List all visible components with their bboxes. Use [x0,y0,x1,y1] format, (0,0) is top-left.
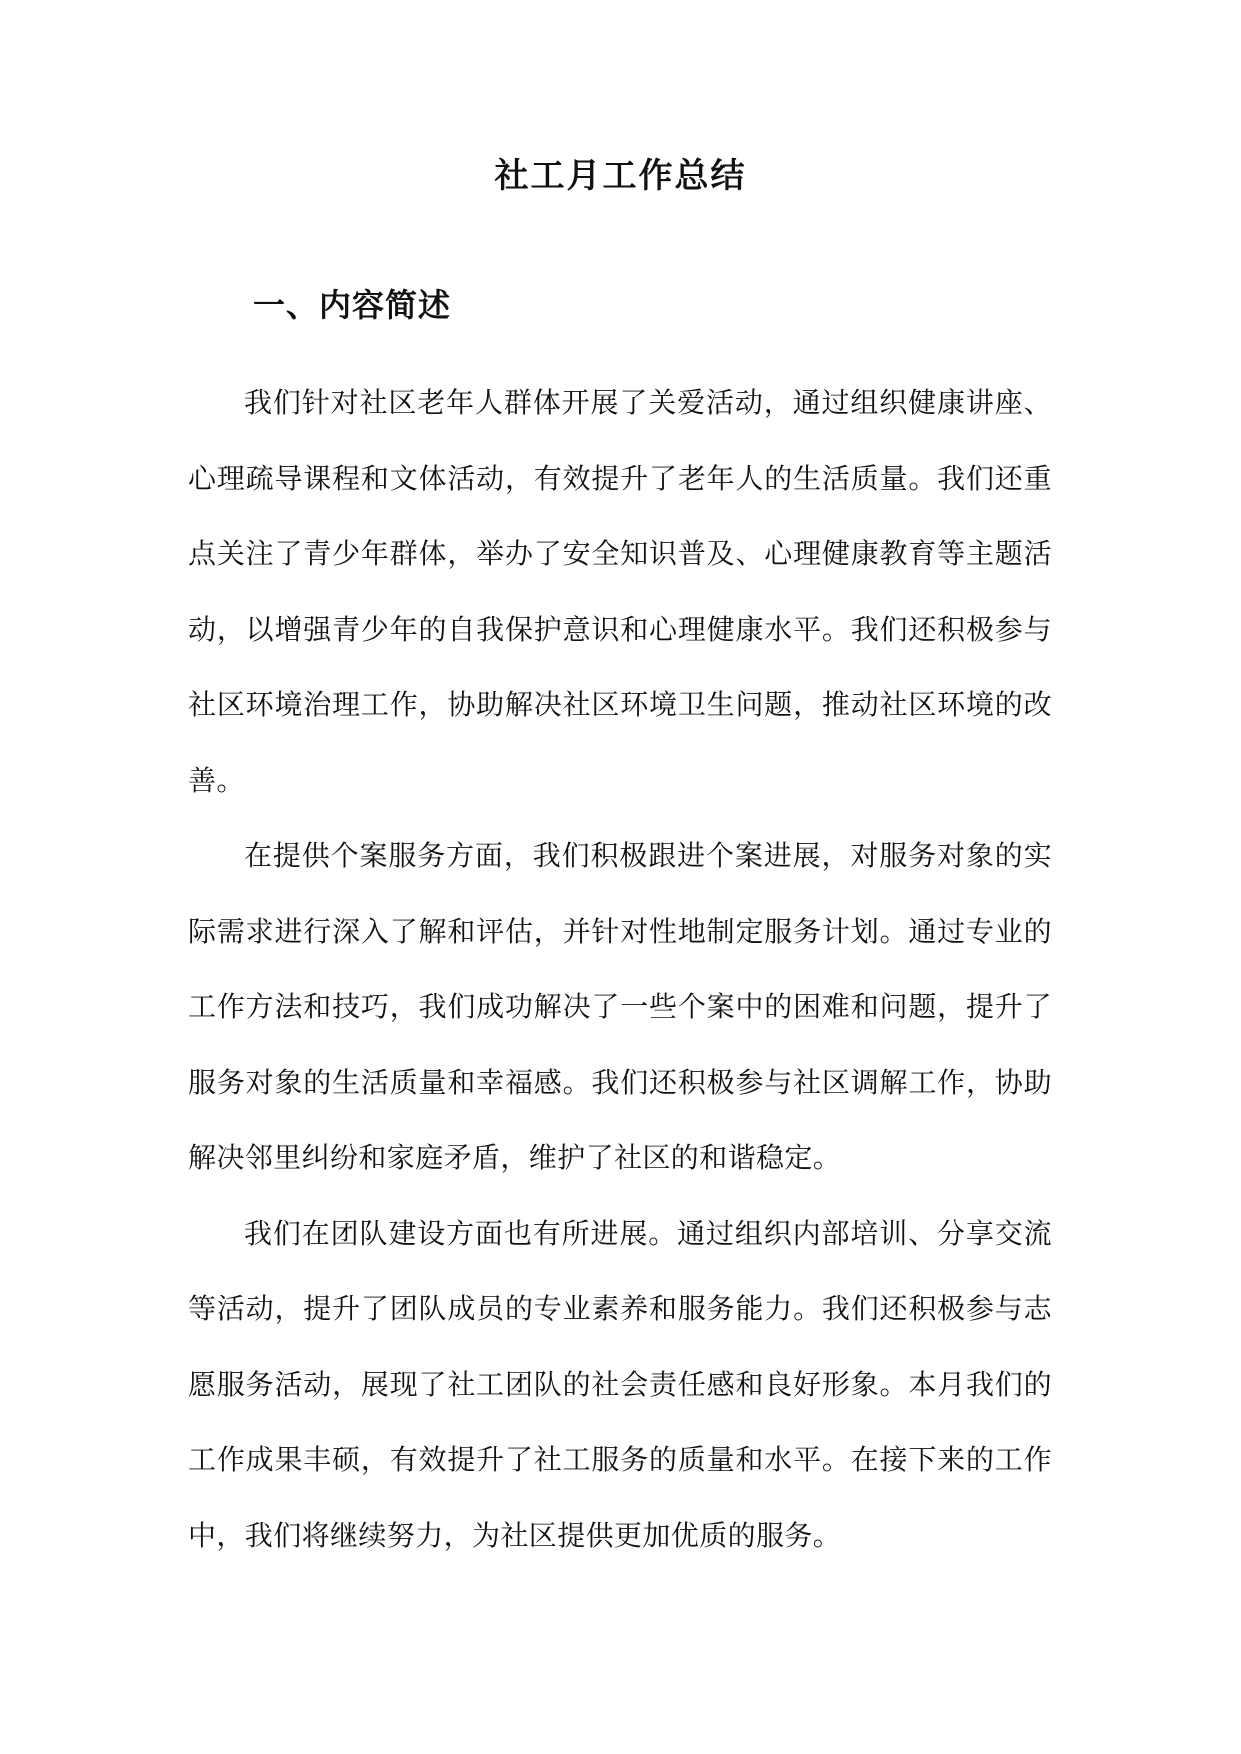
paragraph-3: 我们在团队建设方面也有所进展。通过组织内部培训、分享交流等活动，提升了团队成员的专业素养和服务能力。我们还积极参与志愿服务活动，展现了社工团队的社会责任感和良好形象。本月我们的工作成果丰硕，有效提升了社工服务的质量和水平。在接下来的工作中，我们将继续努力，为社区提供更加优质的服务。 [188,1216,1052,1552]
paragraph-1: 我们针对社区老年人群体开展了关爱活动，通过组织健康讲座、心理疏导课程和文体活动，有效提升了老年人的生活质量。我们还重点关注了青少年群体，举办了安全知识普及、心理健康教育等主题活动，以增强青少年的自我保护意识和心理健康水平。我们还积极参与社区环境治理工作，协助解决社区环境卫生问题，推动社区环境的改善。 [188,386,1052,797]
paragraph-2: 在提供个案服务方面，我们积极跟进个案进展，对服务对象的实际需求进行深入了解和评估，并针对性地制定服务计划。通过专业的工作方法和技巧，我们成功解决了一些个案中的困难和问题，提升了服务对象的生活质量和幸福感。我们还积极参与社区调解工作，协助解决邻里纠纷和家庭矛盾，维护了社区的和谐稳定。 [188,839,1052,1174]
section-heading: 一、内容简述 [253,286,452,324]
document-body [188,365,1052,1573]
document-title: 社工月工作总结 [494,156,747,196]
